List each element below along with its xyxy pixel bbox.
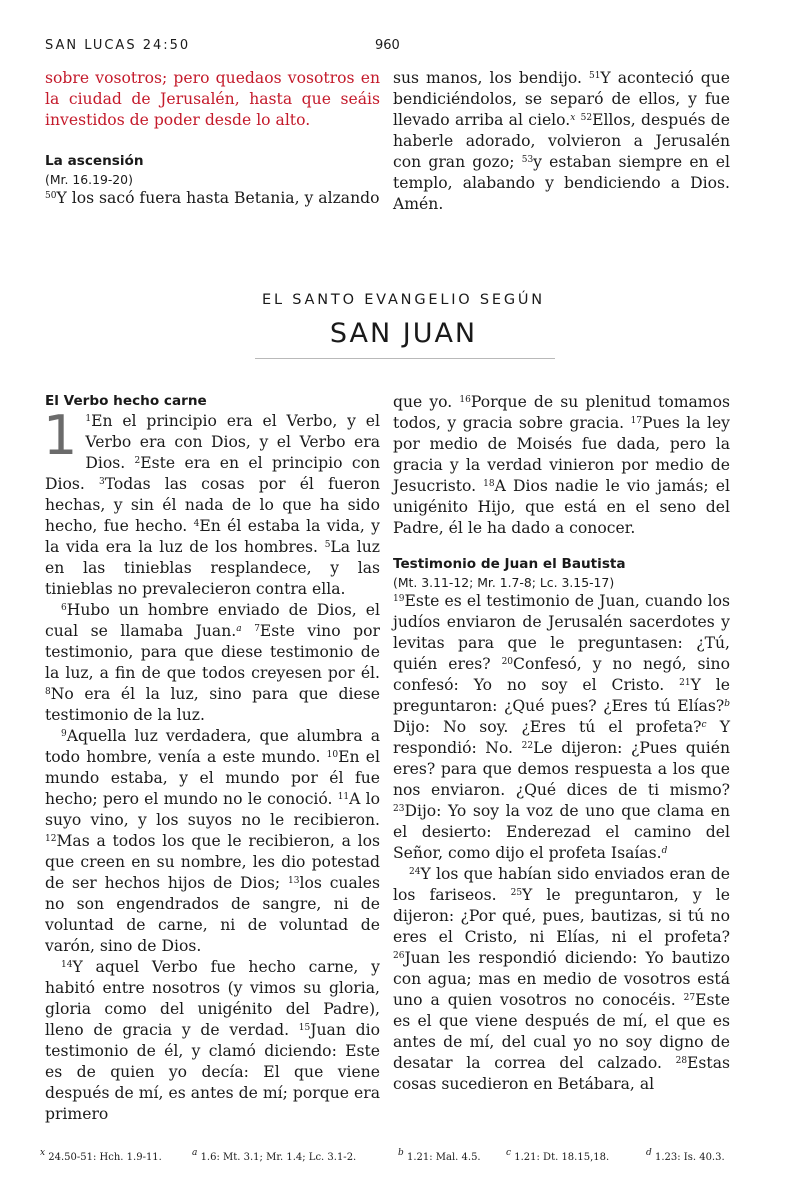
verse-number: 15 [298,1023,311,1033]
verse-number: 22 [521,741,534,751]
verse-number: 7 [254,624,260,634]
verse-number: 28 [675,1056,688,1066]
verse-number: 51 [588,71,601,81]
parallel-reference: (Mt. 3.11-12; Mr. 1.7-8; Lc. 3.15-17) [393,575,615,590]
verse-number: 6 [61,603,67,613]
verse-number: 11 [337,792,350,802]
verses-19-23: $^{19}$Este es el testimonio de Juan, cuando los judíos enviaron de Jerusalén sacerdotes y levitas para que le preguntasen: ¿Tú, quién eres? $^{20}$Confesó, y no negó, sino confesó: Yo no soy el Cristo. $^{21}$Y le preguntaron: ¿Qué pues? ¿Eres tú Elías?$^b$ Dijo: No soy. ¿Eres tú el profeta?$^c$ Y respondió: No. $^{22}$Le dijeron: ¿Pues quién eres? para que demos respuesta a los que nos enviaron. ¿Qué dices de ti mismo? $^{23}$Dijo: Yo soy la voz de uno que clama en el desierto: Enderezad el camino del Señor, como dijo el profeta Isaías.$^d$ [393,592,731,862]
verses-15-18: que yo. $^{16}$Porque de su plenitud tomamos todos, y gracia sobre gracia. $^{17}$Pues la ley por medio de Moisés fue dada, pero la gracia y la verdad vinieron por medio de Jesucristo. $^{18}$A Dios nadie le vio jamás; el unigénito Hijo, que está en el seno del Padre, él le ha dado a conocer. [393,393,731,537]
verses-9-13: $^9$Aquella luz verdadera, que alumbra a todo hombre, venía a este mundo. $^{10}$En el mundo estaba, y el mundo por él fue hecho; pero el mundo no le conoció. $^{11}$A lo suyo vino, y los suyos no le recibieron. $^{12}$Mas a todos los que le recibieron, a los que creen en su nombre, les dio potestad de ser hechos hijos de Dios; $^{13}$los cuales no son engendrados de sangre, ni de voluntad de carne, ni de voluntad de varón, sino de Dios. [45,727,381,955]
verse-number: 23 [393,804,405,814]
verse-number: 16 [459,395,471,405]
footnote-marker[interactable]: b [724,699,730,709]
verse-number: 18 [483,479,495,489]
verse-number: 17 [630,416,643,426]
verse-number: 21 [679,678,691,688]
verse-number: 50 [45,191,57,201]
verse-number: 26 [393,951,405,961]
verse-number: 14 [61,960,73,970]
book-pre-title: EL SANTO EVANGELIO SEGÚN [262,292,545,308]
running-header [45,38,762,58]
verse-number: 5 [324,540,331,550]
footnote-c: $^c$ 1.21: Dt. 18.15,18. [506,1148,610,1163]
verses-1-5: 1 $^1$En el principio era el Verbo, y el Verbo era con Dios, y el Verbo era Dios. $^2$Este era en el principio con Dios. $^3$Todas las cosas por él fueron hechas, y sin él nada de lo que ha sido hecho, fue hecho. $^4$En él estaba la vida, y la vida era la luz de los hombres. $^5$La luz en las tinieblas resplandece, y las tinieblas no prevalecieron contra ella. [43,404,380,598]
verse-number: 1 [85,414,92,424]
title-divider [255,358,555,359]
footnotes [40,1150,770,1166]
footnote-a: $^a$ 1.6: Mt. 3.1; Mr. 1.4; Lc. 3.1-2. [192,1148,357,1163]
verses-6-8: $^6$Hubo un hombre enviado de Dios, el cual se llamaba Juan.$^a$ $^7$Este vino por testimonio, para que diese testimonio de la luz, a fin de que todos creyesen por él. $^8$No era él la luz, sino para que diese testimonio de la luz. [45,601,380,724]
verses-14-15: $^{14}$Y aquel Verbo fue hecho carne, y habitó entre nosotros (y vimos su gloria, gloria como del unigénito del Padre), lleno de gracia y de verdad. $^{15}$Juan dio testimonio de él, y clamó diciendo: Este es de quien yo decía: El que viene después de mí, es antes de mí; porque era primero [45,958,380,1123]
section-heading-ascension: La ascensión [45,153,144,169]
page-number: 960 [375,38,400,53]
verse-number: 25 [510,888,523,898]
verse-50: $^{50}$Y los sacó fuera hasta Betania, y alzando [45,189,380,207]
verse-number: 4 [193,519,200,529]
luke-column-right [393,68,730,215]
verse-number: 19 [393,594,405,604]
verse-number: 53 [521,155,534,165]
verse-number: 24 [409,867,421,877]
luke-column-left [45,68,380,209]
verse-number: 20 [501,657,514,667]
footnote-marker[interactable]: c [701,720,707,730]
verse-number: 2 [134,456,141,466]
verse-number: 3 [98,477,105,487]
john-column-left [45,392,380,1125]
verses-24-28: $^{24}$Y los que habían sido enviados eran de los fariseos. $^{25}$Y le preguntaron, y le dijeron: ¿Por qué, pues, bautizas, si tú no eres el Cristo, ni Elías, ni el profeta? $^{26}$Juan les respondió diciendo: Yo bautizo con agua; mas en medio de vosotros está uno a quien vosotros no conocéis. $^{27}$Este es el que viene después de mí, el que es antes de mí, del cual yo no soy digno de desatar la correa del calzado. $^{28}$Estas cosas sucedieron en Betábara, al [393,865,730,1093]
section-heading-testimonio: Testimonio de Juan el Bautista [393,556,626,572]
running-title: SAN LUCAS 24:50 [45,38,191,53]
verse-number: 13 [288,876,300,886]
footnote-marker[interactable]: a [236,624,242,634]
footnote-marker[interactable]: x [570,113,576,123]
section-heading-verbo: El Verbo hecho carne [45,393,207,409]
verses-50-53: sus manos, los bendijo. $^{51}$Y aconteció que bendiciéndolos, se separó de ellos, y fue llevado arriba al cielo.$^x$ $^{52}$Ellos, después de haberle adorado, volvieron a Jerusalén con gran gozo; $^{53}$y estaban siempre en el templo, alabando y bendiciendo a Dios. Amén. [393,69,731,213]
verse-number: 9 [61,729,67,739]
verse-number: 8 [45,687,51,697]
chapter-number: 1 [43,404,78,467]
footnote-x: $^x$ 24.50-51: Hch. 1.9-11. [40,1148,162,1163]
verse-number: 12 [45,834,57,844]
verse-number: 52 [580,113,593,123]
footnote-marker[interactable]: d [661,846,668,856]
verse-number: 10 [326,750,339,760]
footnote-b: $^b$ 1.21: Mal. 4.5. [398,1148,481,1163]
john-column-right [393,392,730,1095]
book-title: SAN JUAN [329,318,478,349]
parallel-reference: (Mr. 16.19-20) [45,172,133,187]
words-of-jesus: sobre vosotros; pero quedaos vosotros en la ciudad de Jerusalén, hasta que seáis investidos de poder desde lo alto. [45,69,380,129]
verse-number: 27 [683,993,696,1003]
footnote-d: $^d$ 1.23: Is. 40.3. [646,1148,725,1163]
